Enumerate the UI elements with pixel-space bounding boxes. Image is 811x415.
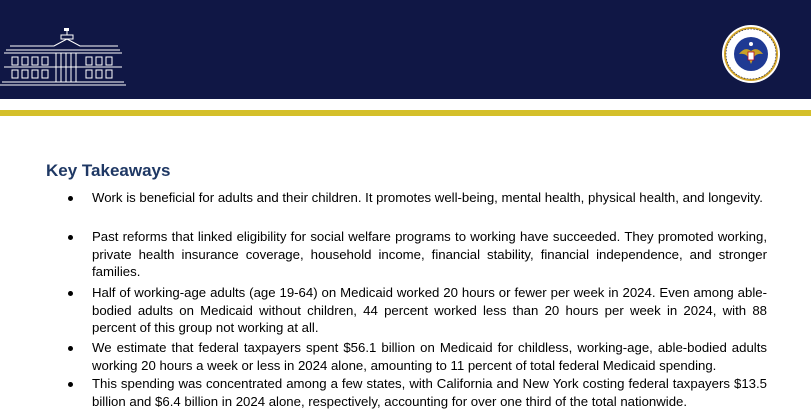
list-item-text: Work is beneficial for adults and their children. It promotes well-being, mental health, physical health, and longevity.: [92, 190, 763, 205]
page-header: [0, 0, 811, 99]
list-item-text: Half of working-age adults (age 19-64) on Medicaid worked 20 hours or fewer per week in 2024. Even among able-bodied adults on Medicaid without children, 44 percent worked less than 20 hours per week in 2024, with 88 percent of this group not working at all.: [92, 285, 767, 335]
list-item-text: We estimate that federal taxpayers spent $56.1 billion on Medicaid for childless, working-age, able-bodied adults working 20 hours a week or less in 2024 alone, amounting to 11 percent of total federal Medicaid spending.: [92, 340, 767, 373]
bullet-icon: [68, 291, 73, 296]
section-title: Key Takeaways: [46, 161, 171, 180]
list-item-text: This spending was concentrated among a few states, with California and New York costing federal taxpayers $13.5 billion and $6.4 billion in 2024 alone, respectively, accounting for over one third of the total nationwide.: [92, 376, 767, 409]
gold-divider: [0, 110, 811, 116]
list-item-text: Past reforms that linked eligibility for social welfare programs to working have succeeded. They promoted working, private health insurance coverage, household income, financial stability, financial independence, and stronger families.: [92, 229, 767, 279]
bullet-icon: [68, 235, 73, 240]
bullet-icon: [68, 196, 73, 201]
white-house-icon: [0, 26, 126, 86]
bullet-icon: [68, 346, 73, 351]
bullet-icon: [68, 382, 73, 387]
presidential-seal-icon: [721, 24, 781, 84]
